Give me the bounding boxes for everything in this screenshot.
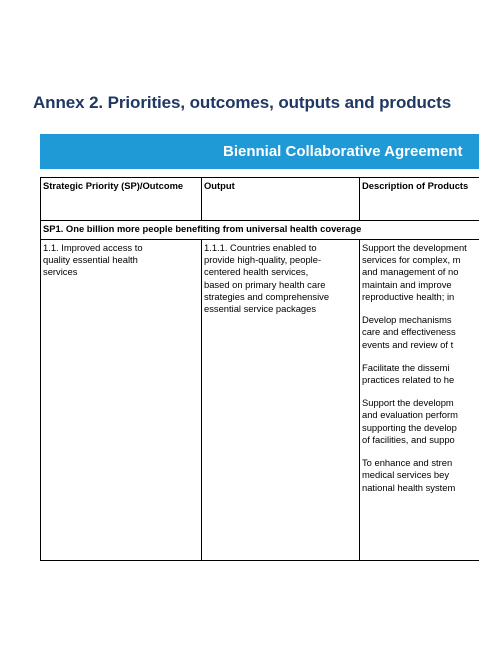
outcome-cell [41,240,202,561]
product-line: reproductive health; in [362,290,455,302]
priorities-table [40,177,479,561]
header-output: Output [202,178,360,221]
product-paragraph [362,457,479,494]
sp1-label: SP1. One billion more people benefiting from universal health coverage [41,221,479,240]
outcome-line: services [43,266,78,278]
product-line: national health system [362,481,456,493]
product-line: of facilities, and suppo [362,433,455,445]
header-strategic-priority: Strategic Priority (SP)/Outcome [41,178,202,221]
outcome-line: quality essential health [43,254,138,266]
output-line: centered health services, [204,266,309,278]
product-line: medical services bey [362,469,450,481]
output-cell [202,240,360,561]
product-line: Support the developm [362,397,454,409]
products-cell [360,240,479,561]
output-line: 1.1.1. Countries enabled to [204,242,317,253]
product-line: events and review of t [362,338,454,350]
table-header-row [41,178,479,221]
table-row [41,240,479,561]
output-line: essential service packages [204,303,317,315]
product-line: and evaluation perform [362,409,458,421]
product-line: practices related to he [362,373,455,385]
annex-title: Annex 2. Priorities, outcomes, outputs and products [33,93,452,112]
product-paragraph [362,397,479,446]
product-line: Develop mechanisms [362,314,452,326]
outcome-line: 1.1. Improved access to [43,242,143,253]
product-line: maintain and improve [362,278,452,290]
output-line: provide high-quality, people- [204,254,322,266]
header-description: Description of Products [360,178,479,221]
banner-title: Biennial Collaborative Agreement [223,143,463,160]
product-paragraph [362,362,479,386]
product-line: Support the development [362,242,467,253]
product-line: and management of no [362,266,459,278]
product-line: care and effectiveness [362,326,456,338]
product-line: supporting the develop [362,421,457,433]
output-line: strategies and comprehensive [204,290,330,302]
product-paragraph [362,314,479,351]
strategic-priority-row [41,221,479,240]
product-paragraph [362,242,479,303]
product-line: Facilitate the dissemi [362,361,450,373]
product-line: To enhance and stren [362,457,453,469]
output-line: based on primary health care [204,278,326,290]
product-line: services for complex, m [362,254,461,266]
agreement-banner [40,134,479,169]
